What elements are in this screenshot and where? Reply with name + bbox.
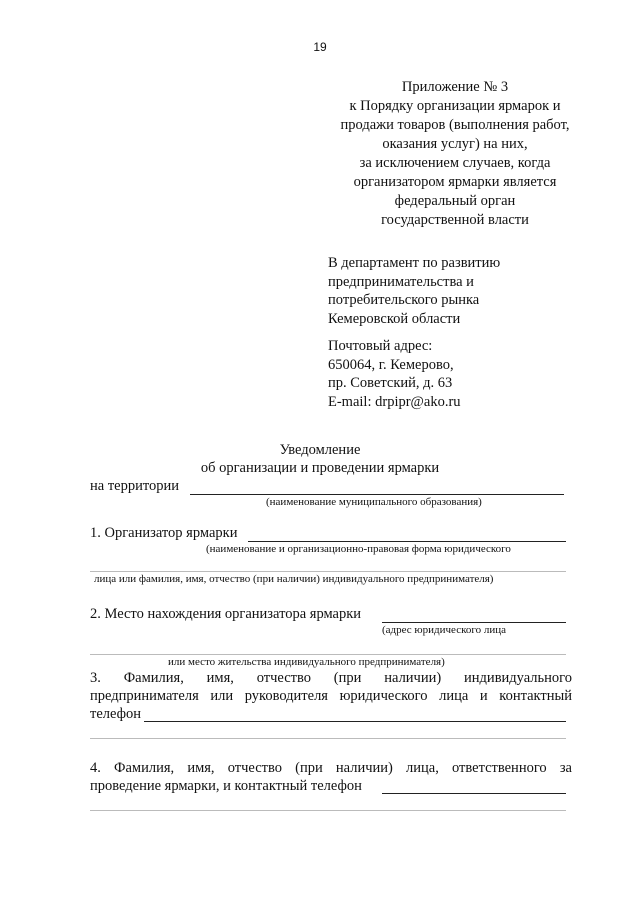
appendix-line: Приложение № 3 [401, 79, 509, 95]
location-hint-2: или место жительства индивидуального предпринимателя) [168, 656, 445, 668]
territory-field[interactable] [190, 494, 564, 495]
postal-line: 650064, г. Кемерово, [328, 356, 454, 373]
responsible-field-line2[interactable] [90, 810, 566, 811]
appendix-line: к Порядку организации ярмарок и [349, 98, 561, 114]
item3-phone-label: телефон [90, 706, 142, 722]
contact-phone-field[interactable] [144, 721, 566, 722]
responsible-field[interactable] [382, 793, 566, 794]
page-number: 19 [313, 40, 327, 54]
appendix-line: государственной власти [381, 212, 529, 228]
appendix-line: за исключением случаев, когда [359, 155, 551, 171]
item3-text: 3. Фамилия, имя, отчество (при наличии) индивидуального [90, 670, 572, 686]
territory-hint: (наименование муниципального образования) [266, 496, 482, 508]
organizer-label: 1. Организатор ярмарки [90, 525, 238, 541]
recipient-block [328, 254, 500, 328]
organizer-hint: (наименование и организационно-правовая форма юридического [206, 543, 511, 555]
email-line: E-mail: drpipr@ako.ru [328, 393, 461, 410]
document-subtitle: об организации и проведении ярмарки [200, 460, 440, 476]
postal-line: пр. Советский, д. 63 [328, 375, 453, 391]
contact-phone-field-line2[interactable] [90, 738, 566, 739]
location-field-line2[interactable] [90, 654, 566, 655]
territory-label: на территории [90, 478, 180, 494]
item4-text: проведение ярмарки, и контактный телефон [90, 778, 362, 794]
postal-block [328, 337, 461, 411]
organizer-hint-2: лица или фамилия, имя, отчество (при наличии) индивидуального предпринимателя) [94, 573, 494, 585]
recipient-line: Кемеровской области [328, 310, 461, 327]
appendix-line: организатором ярмарки является [353, 174, 557, 190]
organizer-field-line2[interactable] [90, 571, 566, 572]
location-label: 2. Место нахождения организатора ярмарки [90, 606, 362, 622]
recipient-line: предпринимательства и [328, 273, 474, 290]
appendix-line: оказания услуг) на них, [382, 136, 528, 152]
location-field[interactable] [382, 622, 566, 623]
recipient-line: потребительского рынка [328, 292, 480, 308]
appendix-heading [300, 78, 610, 230]
appendix-line: федеральный орган [394, 193, 516, 209]
appendix-line: продажи товаров (выполнения работ, [340, 117, 570, 133]
postal-line: Почтовый адрес: [328, 338, 433, 354]
item4-text: 4. Фамилия, имя, отчество (при наличии) лица, ответственного за [90, 760, 572, 776]
recipient-line: В департамент по развитию [328, 255, 501, 271]
location-hint: (адрес юридического лица [382, 624, 507, 636]
document-title: Уведомление [279, 442, 361, 458]
item3-text: предпринимателя или руководителя юридического лица и контактный [90, 688, 572, 704]
organizer-field[interactable] [248, 541, 566, 542]
